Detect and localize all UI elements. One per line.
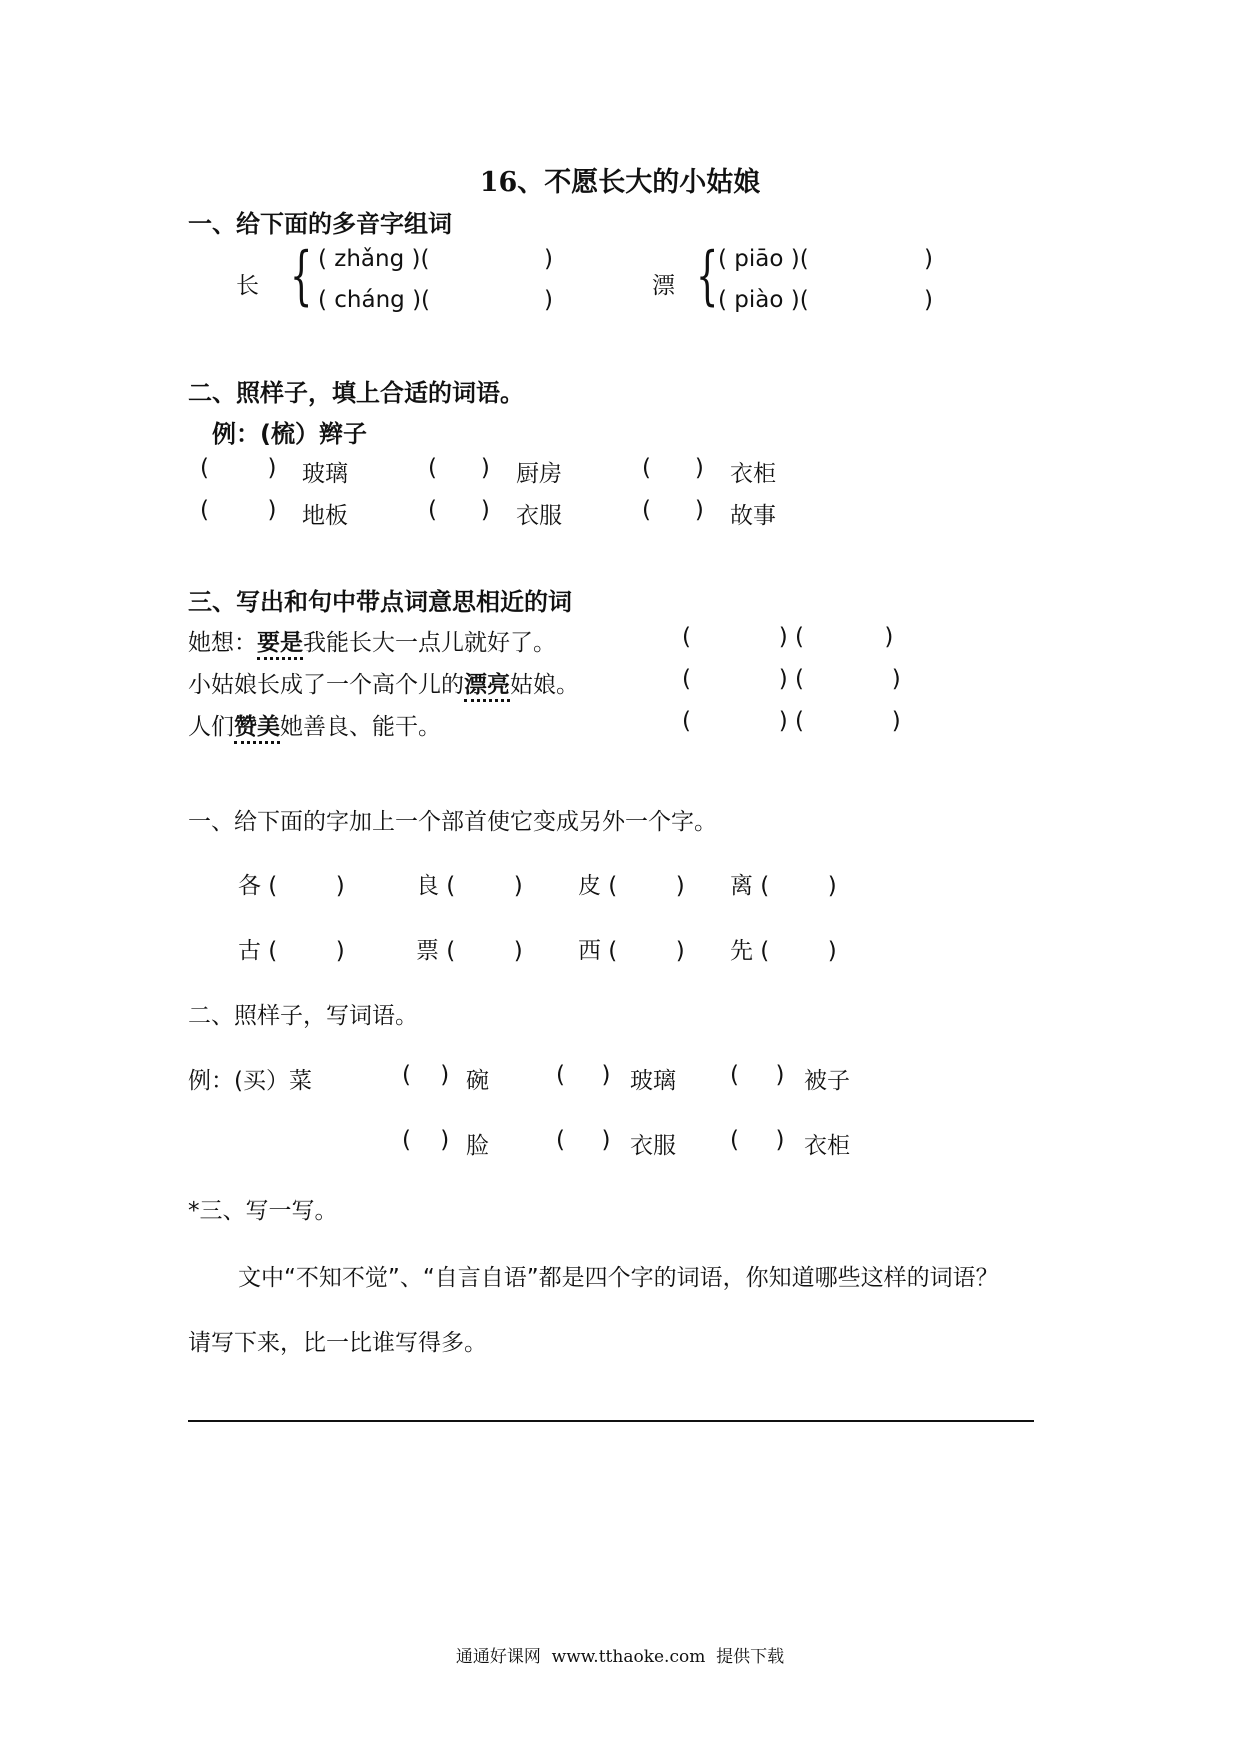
word-item: 被子 [804,1068,850,1094]
dotted-word: 要是 [257,630,303,660]
dotted-word: 漂亮 [464,672,510,702]
word-item: 衣服 [630,1133,676,1159]
blank-close: ) [924,287,933,313]
sentence-2: 小姑娘长成了一个高个儿的漂亮姑娘。 [188,666,579,699]
section-heading-fill-words: 二、照样子，填上合适的词语。 [188,379,524,407]
reading-zhang: ( zhǎng )( [318,246,430,272]
paren-blank: ( ) [642,455,704,481]
brace-icon: { [696,239,719,313]
prompt-line-2: 请写下来，比一比谁写得多。 [188,1330,487,1356]
dotted-word: 赞美 [234,714,280,744]
answer-line [188,1420,1034,1422]
word-item: 玻璃 [630,1068,676,1094]
section-heading-write: *三、写一写。 [188,1198,338,1224]
word-item: 故事 [730,503,776,529]
radical-item: 良 ( ) [416,873,523,899]
word-item: 衣服 [516,503,562,529]
blank-close: ) [544,246,553,272]
paren-blank: ( ) [200,497,277,523]
paren-blank: ( ) [402,1062,450,1088]
section-heading-synonyms: 三、写出和句中带点词意思相近的词 [188,588,572,616]
reading-piao1: ( piāo )( [718,246,809,272]
paren-blank: ( ) [730,1062,785,1088]
example-text: 例：(梳）辫子 [212,420,367,448]
paren-blank: ( ) [428,497,490,523]
reading-piao4: ( piào )( [718,287,809,313]
footer-credit: 通通好课网 www.tthaoke.com 提供下载 [455,1647,785,1667]
reading-chang: ( cháng )( [318,287,431,313]
radical-item: 古 ( ) [238,938,345,964]
brace-icon: { [290,239,313,313]
paren-blank: ( ) [200,455,277,481]
radical-item: 各 ( ) [238,873,345,899]
section-heading-radicals: 一、给下面的字加上一个部首使它变成另外一个字。 [188,809,717,835]
example-text: 例：(买）菜 [188,1068,312,1094]
word-item: 玻璃 [302,461,348,487]
page-title: 16、不愿长大的小姑娘 [479,167,761,198]
paren-blank: ( ) [428,455,490,481]
blank-close: ) [544,287,553,313]
radical-item: 皮 ( ) [578,873,685,899]
polyphone-char-piao: 漂 [652,273,675,299]
word-item: 衣柜 [730,461,776,487]
answer-blanks: ( ) ( ) [682,624,894,650]
paren-blank: ( ) [556,1062,611,1088]
word-item: 厨房 [516,461,562,487]
prompt-line-1: 文中“不知不觉”、“自言自语”都是四个字的词语，你知道哪些这样的词语？ [238,1265,999,1291]
word-item: 地板 [302,503,348,529]
blank-close: ) [924,246,933,272]
section-heading-write-words: 二、照样子，写词语。 [188,1003,418,1029]
paren-blank: ( ) [556,1127,611,1153]
word-item: 脸 [466,1133,489,1159]
answer-blanks: ( ) ( ) [682,666,901,692]
paren-blank: ( ) [642,497,704,523]
polyphone-char-zhang: 长 [236,273,259,299]
sentence-3: 人们赞美她善良、能干。 [188,708,441,741]
radical-item: 先 ( ) [730,938,837,964]
radical-item: 票 ( ) [416,938,523,964]
word-item: 衣柜 [804,1133,850,1159]
paren-blank: ( ) [402,1127,450,1153]
answer-blanks: ( ) ( ) [682,708,901,734]
paren-blank: ( ) [730,1127,785,1153]
radical-item: 离 ( ) [730,873,837,899]
radical-item: 西 ( ) [578,938,685,964]
section-heading-polyphone: 一、给下面的多音字组词 [188,210,452,238]
sentence-1: 她想：要是我能长大一点儿就好了。 [188,624,556,657]
word-item: 碗 [466,1068,489,1094]
